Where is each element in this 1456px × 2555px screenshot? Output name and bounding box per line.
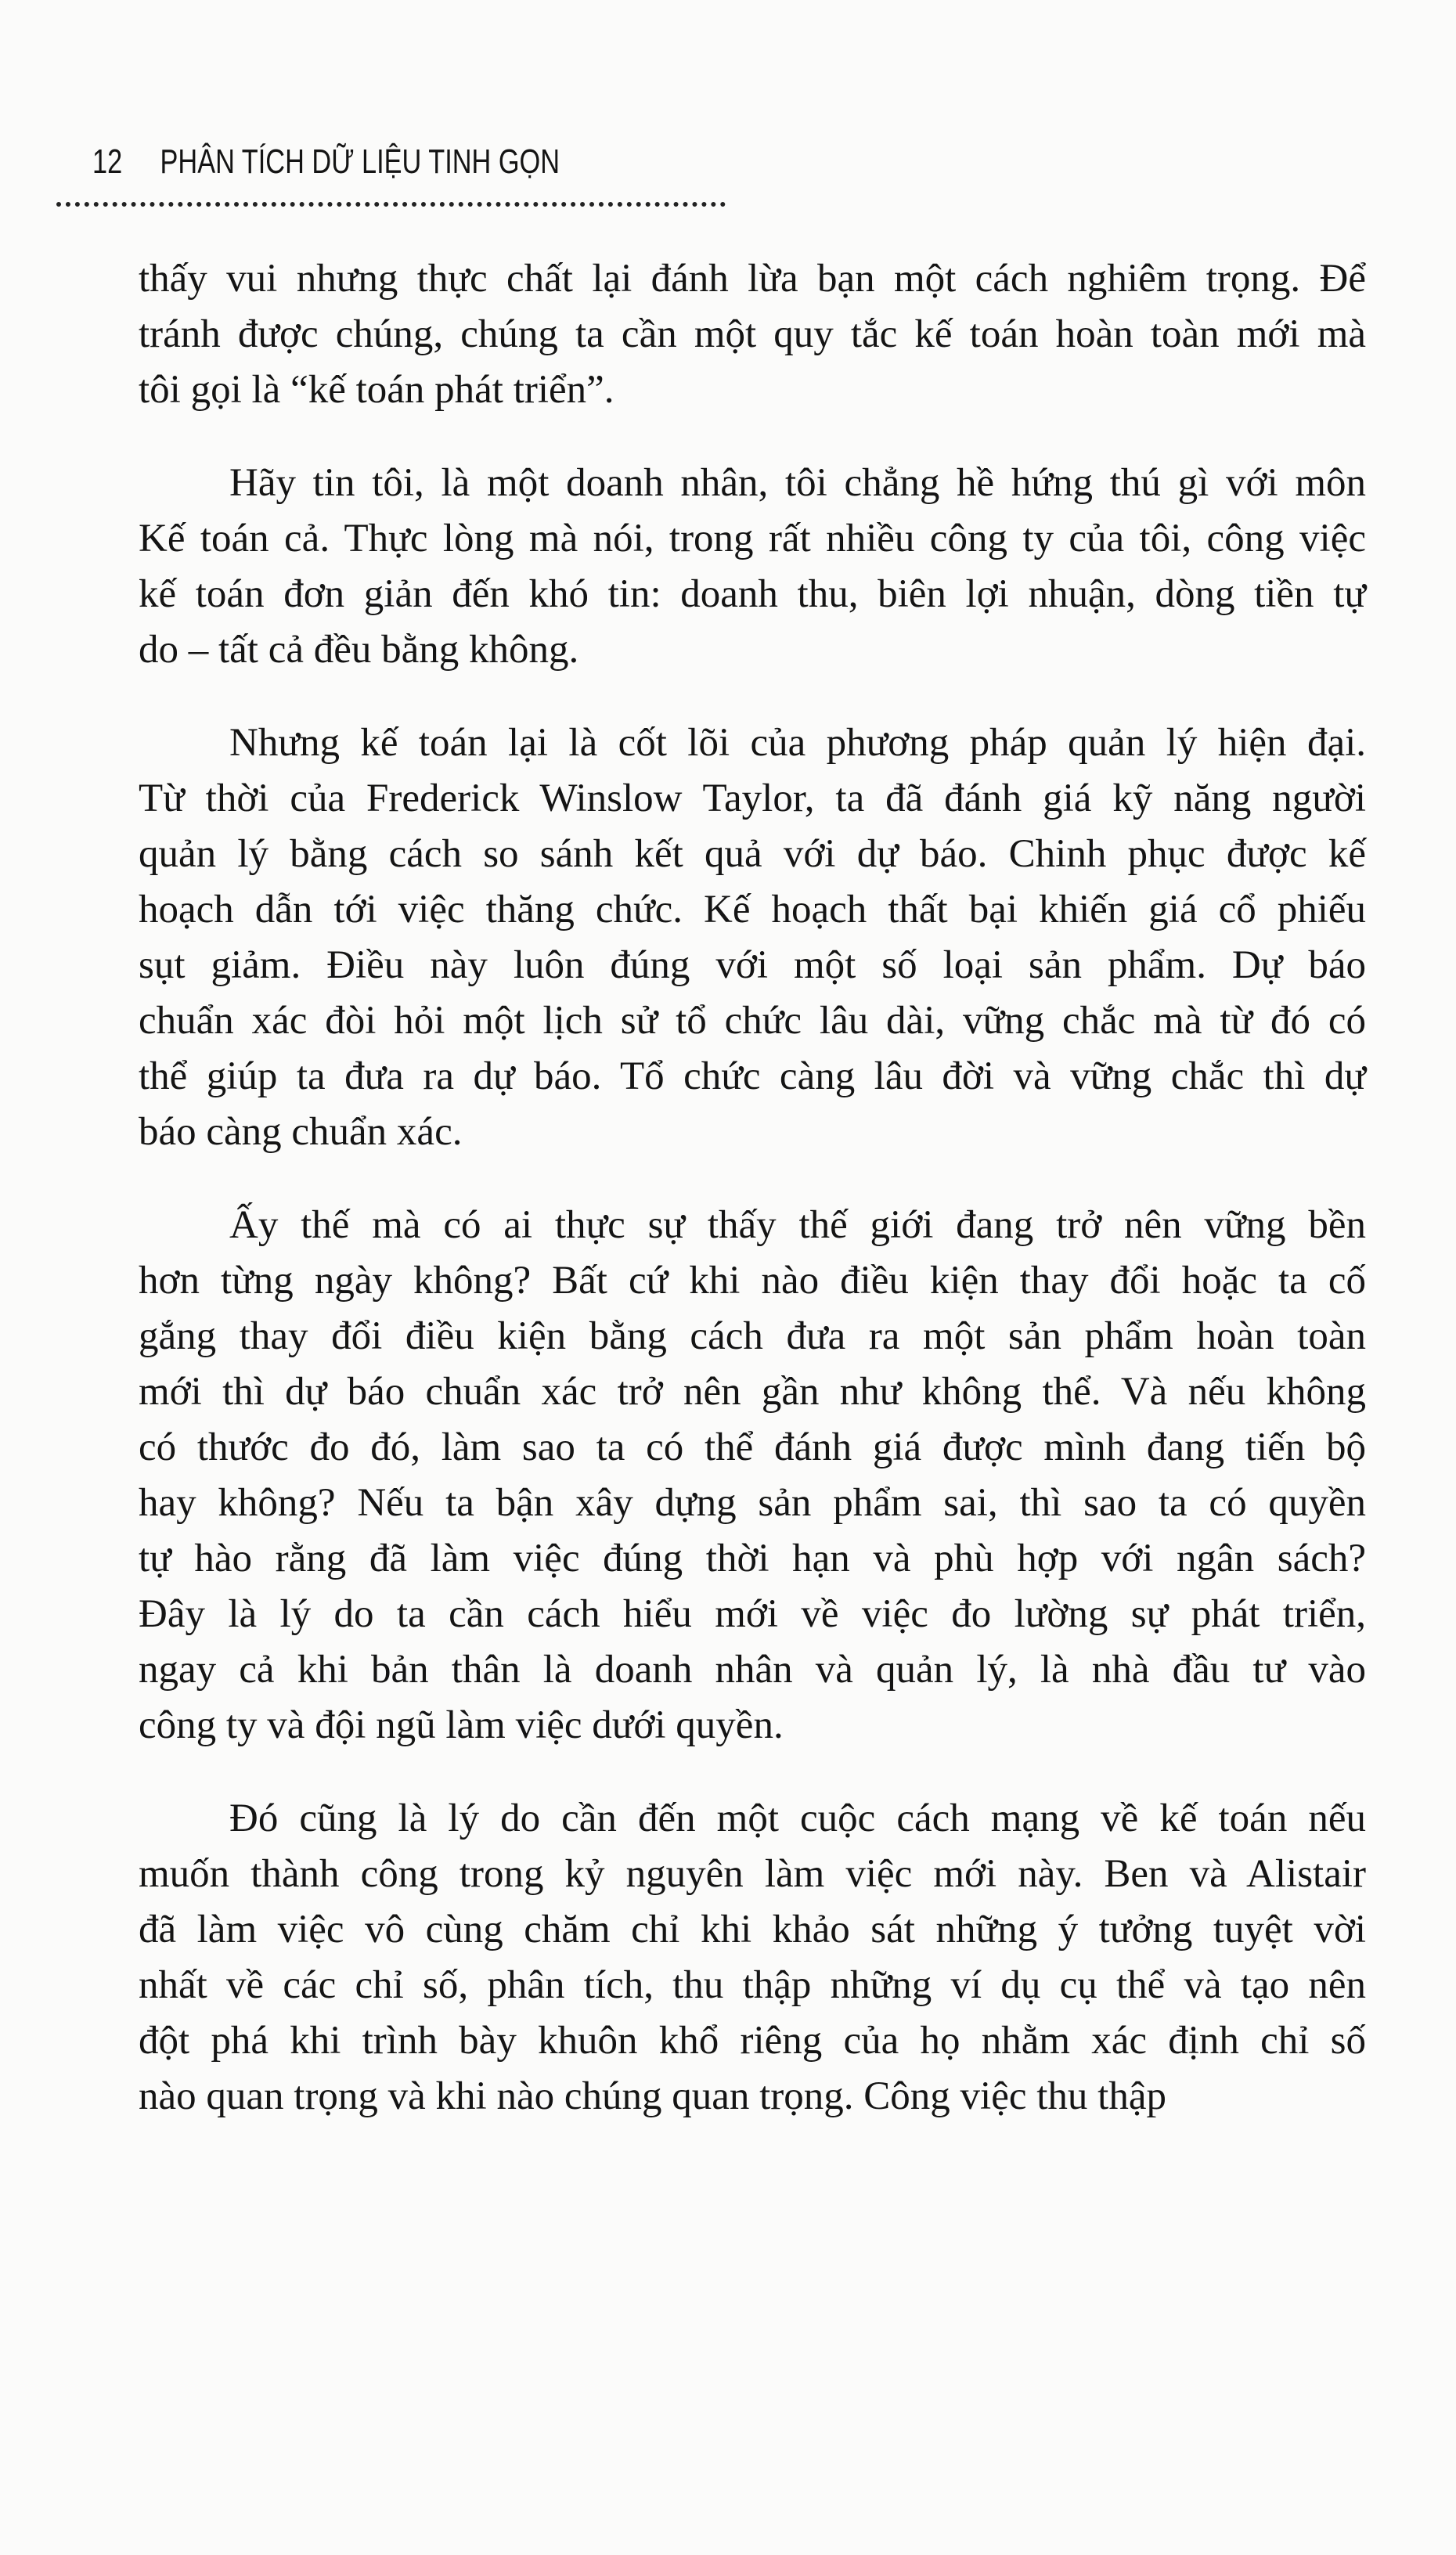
text-line: tôi gọi là “kế toán phát triển”. bbox=[139, 368, 614, 412]
running-header bbox=[92, 135, 560, 189]
text-line: gắng thay đổi điều kiện bằng cách đưa ra một sản phẩm hoàn toàn bbox=[139, 1314, 1366, 1358]
paragraph bbox=[139, 1791, 1366, 2124]
text-line: Nhưng kế toán lại là cốt lõi của phương pháp quản lý hiện đại. bbox=[229, 721, 1366, 765]
text-line: Đây là lý do ta cần cách hiểu mới về việc đo lường sự phát triển, bbox=[139, 1592, 1366, 1636]
text-line: Từ thời của Frederick Winslow Taylor, ta đã đánh giá kỹ năng người bbox=[139, 777, 1366, 820]
text-line: đã làm việc vô cùng chăm chỉ khi khảo sát những ý tưởng tuyệt vời bbox=[139, 1908, 1366, 1951]
text-line: tự hào rằng đã làm việc đúng thời hạn và phù hợp với ngân sách? bbox=[139, 1537, 1366, 1580]
text-line: chuẩn xác đòi hỏi một lịch sử tổ chức lâu dài, vững chắc mà từ đó có bbox=[139, 999, 1366, 1043]
dotted-divider bbox=[56, 202, 726, 207]
text-line: tránh được chúng, chúng ta cần một quy tắc kế toán hoàn toàn mới mà bbox=[139, 312, 1366, 356]
text-line: đột phá khi trình bày khuôn khổ riêng của họ nhằm xác định chỉ số bbox=[139, 2019, 1366, 2063]
text-line: báo càng chuẩn xác. bbox=[139, 1110, 463, 1154]
text-line: muốn thành công trong kỷ nguyên làm việc mới này. Ben và Alistair bbox=[139, 1852, 1366, 1896]
text-line: thể giúp ta đưa ra dự báo. Tổ chức càng lâu đời và vững chắc thì dự bbox=[139, 1054, 1366, 1098]
paragraph bbox=[139, 456, 1366, 678]
text-line: nhất về các chỉ số, phân tích, thu thập những ví dụ cụ thể và tạo nên bbox=[139, 1963, 1366, 2007]
body-text bbox=[139, 251, 1366, 2162]
text-line: ngay cả khi bản thân là doanh nhân và quản lý, là nhà đầu tư vào bbox=[139, 1648, 1366, 1692]
text-line: hay không? Nếu ta bận xây dựng sản phẩm sai, thì sao ta có quyền bbox=[139, 1481, 1366, 1525]
text-line: hơn từng ngày không? Bất cứ khi nào điều kiện thay đổi hoặc ta cố bbox=[139, 1259, 1366, 1303]
text-line: Đó cũng là lý do cần đến một cuộc cách mạng về kế toán nếu bbox=[229, 1796, 1366, 1840]
paragraph bbox=[139, 251, 1366, 418]
page-number: 12 bbox=[92, 142, 123, 181]
text-line: nào quan trọng và khi nào chúng quan trọng. Công việc thu thập bbox=[139, 2074, 1166, 2118]
paragraph bbox=[139, 715, 1366, 1160]
text-line: thấy vui nhưng thực chất lại đánh lừa bạn một cách nghiêm trọng. Để bbox=[139, 257, 1366, 301]
text-line: hoạch dẫn tới việc thăng chức. Kế hoạch thất bại khiến giá cổ phiếu bbox=[139, 888, 1366, 932]
text-line: kế toán đơn giản đến khó tin: doanh thu, biên lợi nhuận, dòng tiền tự bbox=[139, 572, 1366, 616]
text-line: Ấy thế mà có ai thực sự thấy thế giới đang trở nên vững bền bbox=[229, 1203, 1366, 1247]
text-line: quản lý bằng cách so sánh kết quả với dự báo. Chinh phục được kế bbox=[139, 832, 1366, 876]
paragraph bbox=[139, 1198, 1366, 1753]
text-line: sụt giảm. Điều này luôn đúng với một số loại sản phẩm. Dự báo bbox=[139, 943, 1366, 987]
text-line: công ty và đội ngũ làm việc dưới quyền. bbox=[139, 1703, 784, 1747]
text-line: Kế toán cả. Thực lòng mà nói, trong rất nhiều công ty của tôi, công việc bbox=[139, 517, 1366, 560]
running-title: PHÂN TÍCH DỮ LIỆU TINH GỌN bbox=[160, 142, 560, 181]
text-line: Hãy tin tôi, là một doanh nhân, tôi chẳng hề hứng thú gì với môn bbox=[229, 461, 1366, 505]
text-line: do – tất cả đều bằng không. bbox=[139, 628, 579, 672]
text-line: mới thì dự báo chuẩn xác trở nên gần như không thể. Và nếu không bbox=[139, 1370, 1366, 1414]
text-line: có thước đo đó, làm sao ta có thể đánh giá được mình đang tiến bộ bbox=[139, 1425, 1366, 1469]
